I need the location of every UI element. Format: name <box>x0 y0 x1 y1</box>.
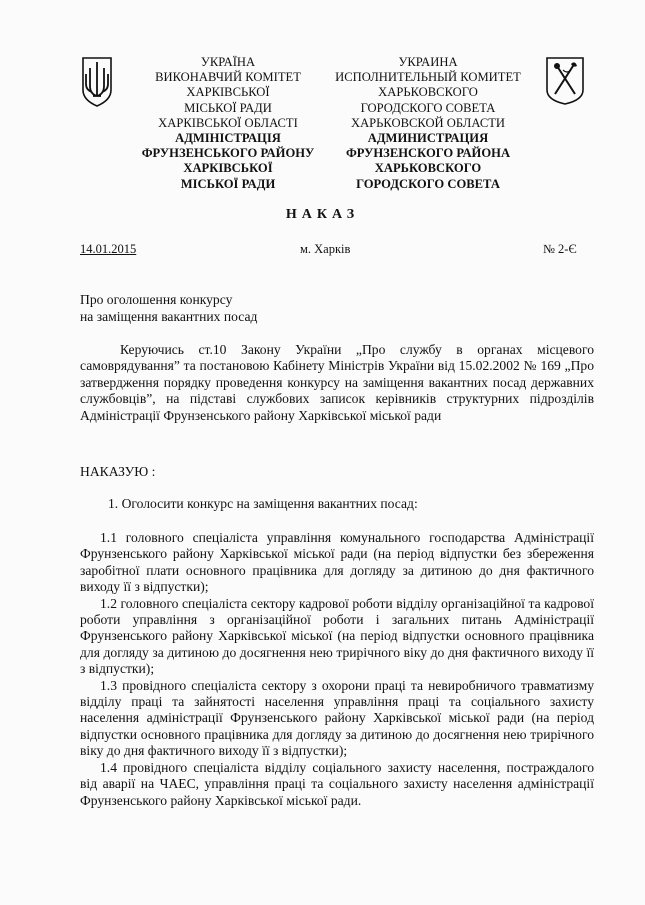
subitem-paragraph: 1.3 провідного спеціаліста сектору з охорони праці та невиробничого травматизму відділу праці та зайнятості населення управління праці та соціального захисту населення адміністрації Фрунзенського району Харківської міської ради (на період відпустки основного працівника для догляду за дитиною до досягнення нею трирічного віку до дня фактичного виходу її з відпустки); <box>80 677 594 759</box>
header-right-russian <box>328 55 528 192</box>
document-number: № 2-Є <box>543 242 577 256</box>
order-item-1: 1. Оголосити конкурс на заміщення вакантних посад: <box>108 496 418 511</box>
subitem-paragraph: 1.4 провідного спеціаліста відділу соціального захисту населення, постраждалого від аварії на ЧАЕС, управління праці та соціального захисту населення адміністрації Фрунзенського району Харківської міської ради. <box>80 759 594 808</box>
document-title: НАКАЗ <box>285 207 360 222</box>
subitems-list <box>80 530 594 809</box>
header-line: ХАРКІВСЬКОЇ ОБЛАСТІ <box>158 115 298 130</box>
header-bold-line: ГОРОДСКОГО СОВЕТА <box>356 176 500 191</box>
header-line: ХАРЬКОВСКОЙ ОБЛАСТИ <box>350 115 506 130</box>
document-subject <box>80 291 594 325</box>
header-bold-line: ФРУНЗЕНСКОГО РАЙОНА <box>345 146 511 161</box>
header-line: ХАРКІВСЬКОЇ <box>186 85 270 100</box>
preamble-paragraph: Керуючись ст.10 Закону України „Про службу в органах місцевого самоврядування” та постановою Кабінету Міністрів України від 15.02.2002 № 169 „Про затвердження порядку проведення конкурсу на заміщення вакантних посад державних службовців”, на підставі службових записок керівників структурних підрозділів Адміністрації Фрунзенського району Харківської міської ради <box>80 342 594 423</box>
header-line: ИСПОЛНИТЕЛЬНЫЙ КОМИТЕТ <box>335 70 521 85</box>
header-bold-line: ФРУНЗЕНСЬКОГО РАЙОНУ <box>141 146 315 161</box>
document-city: м. Харків <box>300 242 351 256</box>
header-left-ukrainian <box>130 55 326 192</box>
header-line: УКРАЇНА <box>200 55 256 69</box>
header-line: ГОРОДСКОГО СОВЕТА <box>360 100 496 115</box>
header-bold-line: АДМІНІСТРАЦІЯ <box>175 131 281 146</box>
header-bold-line: АДМИНИСТРАЦИЯ <box>367 131 489 146</box>
subject-line: на заміщення вакантних посад <box>80 309 258 324</box>
header-line: ХАРЬКОВСКОГО <box>378 85 478 100</box>
ukraine-trident-icon <box>80 56 114 108</box>
subitem-paragraph: 1.2 головного спеціаліста сектору кадрової роботи відділу організаційної та кадрової роботи управління з організаційної роботи і загальних питань Адміністрації Фрунзенського району Харківської міської (на період відпустки основного працівника для догляду за дитиною до досягнення нею трирічного віку до дня фактичного виходу її з відпустки); <box>80 595 594 677</box>
header-line: МІСЬКОЇ РАДИ <box>184 100 272 115</box>
header-bold-line: МІСЬКОЇ РАДИ <box>180 176 276 191</box>
header-bold-line: ХАРЬКОВСКОГО <box>374 161 482 176</box>
header-line: ВИКОНАВЧИЙ КОМІТЕТ <box>155 70 301 85</box>
order-word: НАКАЗУЮ : <box>80 464 156 479</box>
header-line: УКРАИНА <box>398 55 458 69</box>
subitem-paragraph: 1.1 головного спеціаліста управління комунального господарства Адміністрації Фрунзенського району Харківської міської ради (на період відпустки без збереження заробітної плати основного працівника для догляду за дитиною до дня фактичного виходу її з відпустки); <box>80 530 594 595</box>
kharkiv-coat-of-arms-icon <box>545 56 585 106</box>
document-date: 14.01.2015 <box>80 242 137 256</box>
header-bold-line: ХАРКІВСЬКОЇ <box>183 161 273 176</box>
subject-line: Про оголошення конкурсу <box>80 292 233 307</box>
